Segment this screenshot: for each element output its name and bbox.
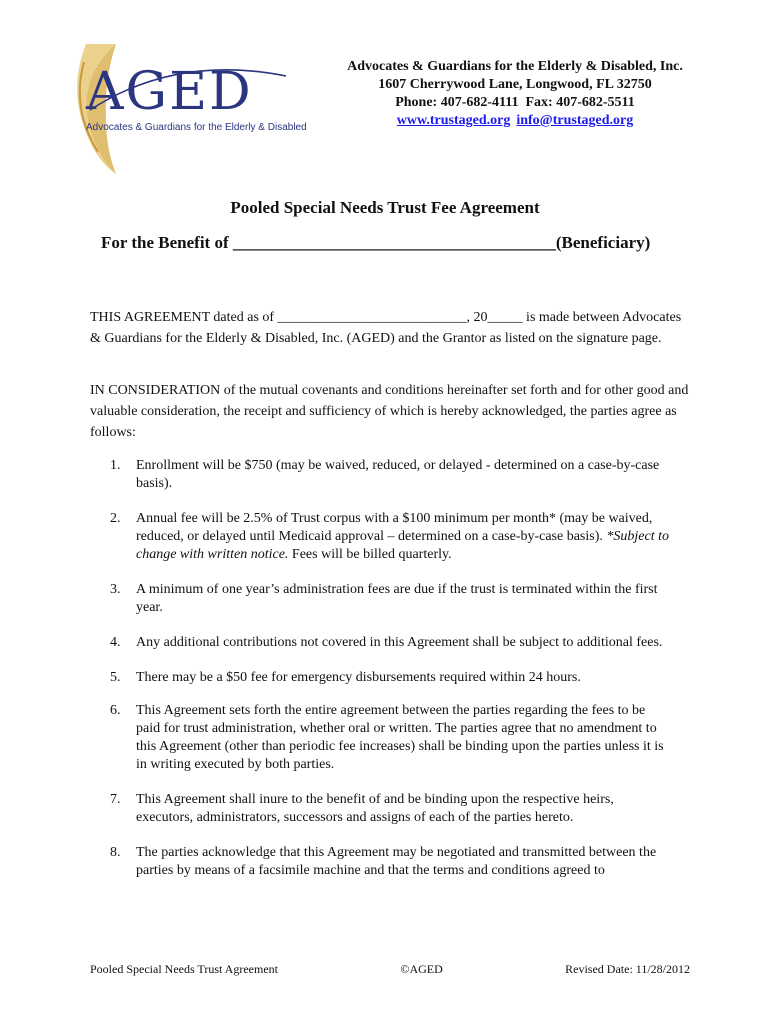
organization-header [300,58,730,130]
list-item: 5. There may be a $50 fee for emergency disbursements required within 24 hours. [110,670,581,685]
beneficiary-line: For the Benefit of ______________________________________(Beneficiary) [101,233,651,252]
website-link[interactable]: www.trustaged.org [396,113,511,128]
list-item: 7. This Agreement shall inure to the benefit of and be binding upon the respective heirs, executors, administrators, successors and assigns of each of the parties hereto. [110,792,614,825]
footer-document-name: Pooled Special Needs Trust Agreement [90,962,278,976]
terms-list [110,457,670,897]
list-item: 3. A minimum of one year’s administration fees are due if the trust is terminated within the first year. [110,582,658,615]
document-title: Pooled Special Needs Trust Fee Agreement [230,198,540,217]
list-item: 8. The parties acknowledge that this Agreement may be negotiated and transmitted between the parties by means of a facsimile machine and that the terms and conditions agreed to [110,845,657,878]
logo-subtitle: Advocates & Guardians for the Elderly & Disabled [86,122,307,133]
org-address: 1607 Cherrywood Lane, Longwood, FL 32750 [378,77,652,92]
list-item: 1. Enrollment will be $750 (may be waived, reduced, or delayed - determined on a case-by-case basis). [110,458,660,491]
list-item: 4. Any additional contributions not covered in this Agreement shall be subject to additional fees. [110,635,663,650]
org-name: Advocates & Guardians for the Elderly & Disabled, Inc. [347,59,683,74]
org-links [300,112,730,130]
email-link[interactable]: info@trustaged.org [516,113,634,128]
agreement-intro-paragraph: THIS AGREEMENT dated as of ___________________________, 20_____ is made between Advocates & Guardians for the Elderly & Disabled, Inc. (AGED) and the Grantor as listed on the signature page. [90,310,682,346]
logo-wordmark: AGED [86,62,253,122]
footer-revised-date: Revised Date: 11/28/2012 [565,962,690,976]
fee-notice-italic: *Subject to change with written notice. [136,529,669,562]
org-phone-fax: Phone: 407-682-4111 Fax: 407-682-5511 [395,95,635,110]
footer-copyright: ©AGED [400,962,443,976]
list-item: 6. This Agreement sets forth the entire agreement between the parties regarding the fees to be paid for trust administration, whether oral or written. The parties agree that no amendment to this Agreement (other than periodic fee increases) shall be binding upon the parties unless it is in writing executed by both parties. [110,703,664,772]
consideration-paragraph: IN CONSIDERATION of the mutual covenants and conditions hereinafter set forth and for other good and valuable consideration, the receipt and sufficiency of which is hereby acknowledged, the parties agree as follows: [90,383,689,440]
page-footer [90,962,690,977]
list-item: 2. Annual fee will be 2.5% of Trust corpus with a $100 minimum per month* (may be waived, reduced, or delayed until Medicaid approval – determined on a case-by-case basis). *Subject to change with written notice. Fees will be billed quarterly. [110,511,669,562]
